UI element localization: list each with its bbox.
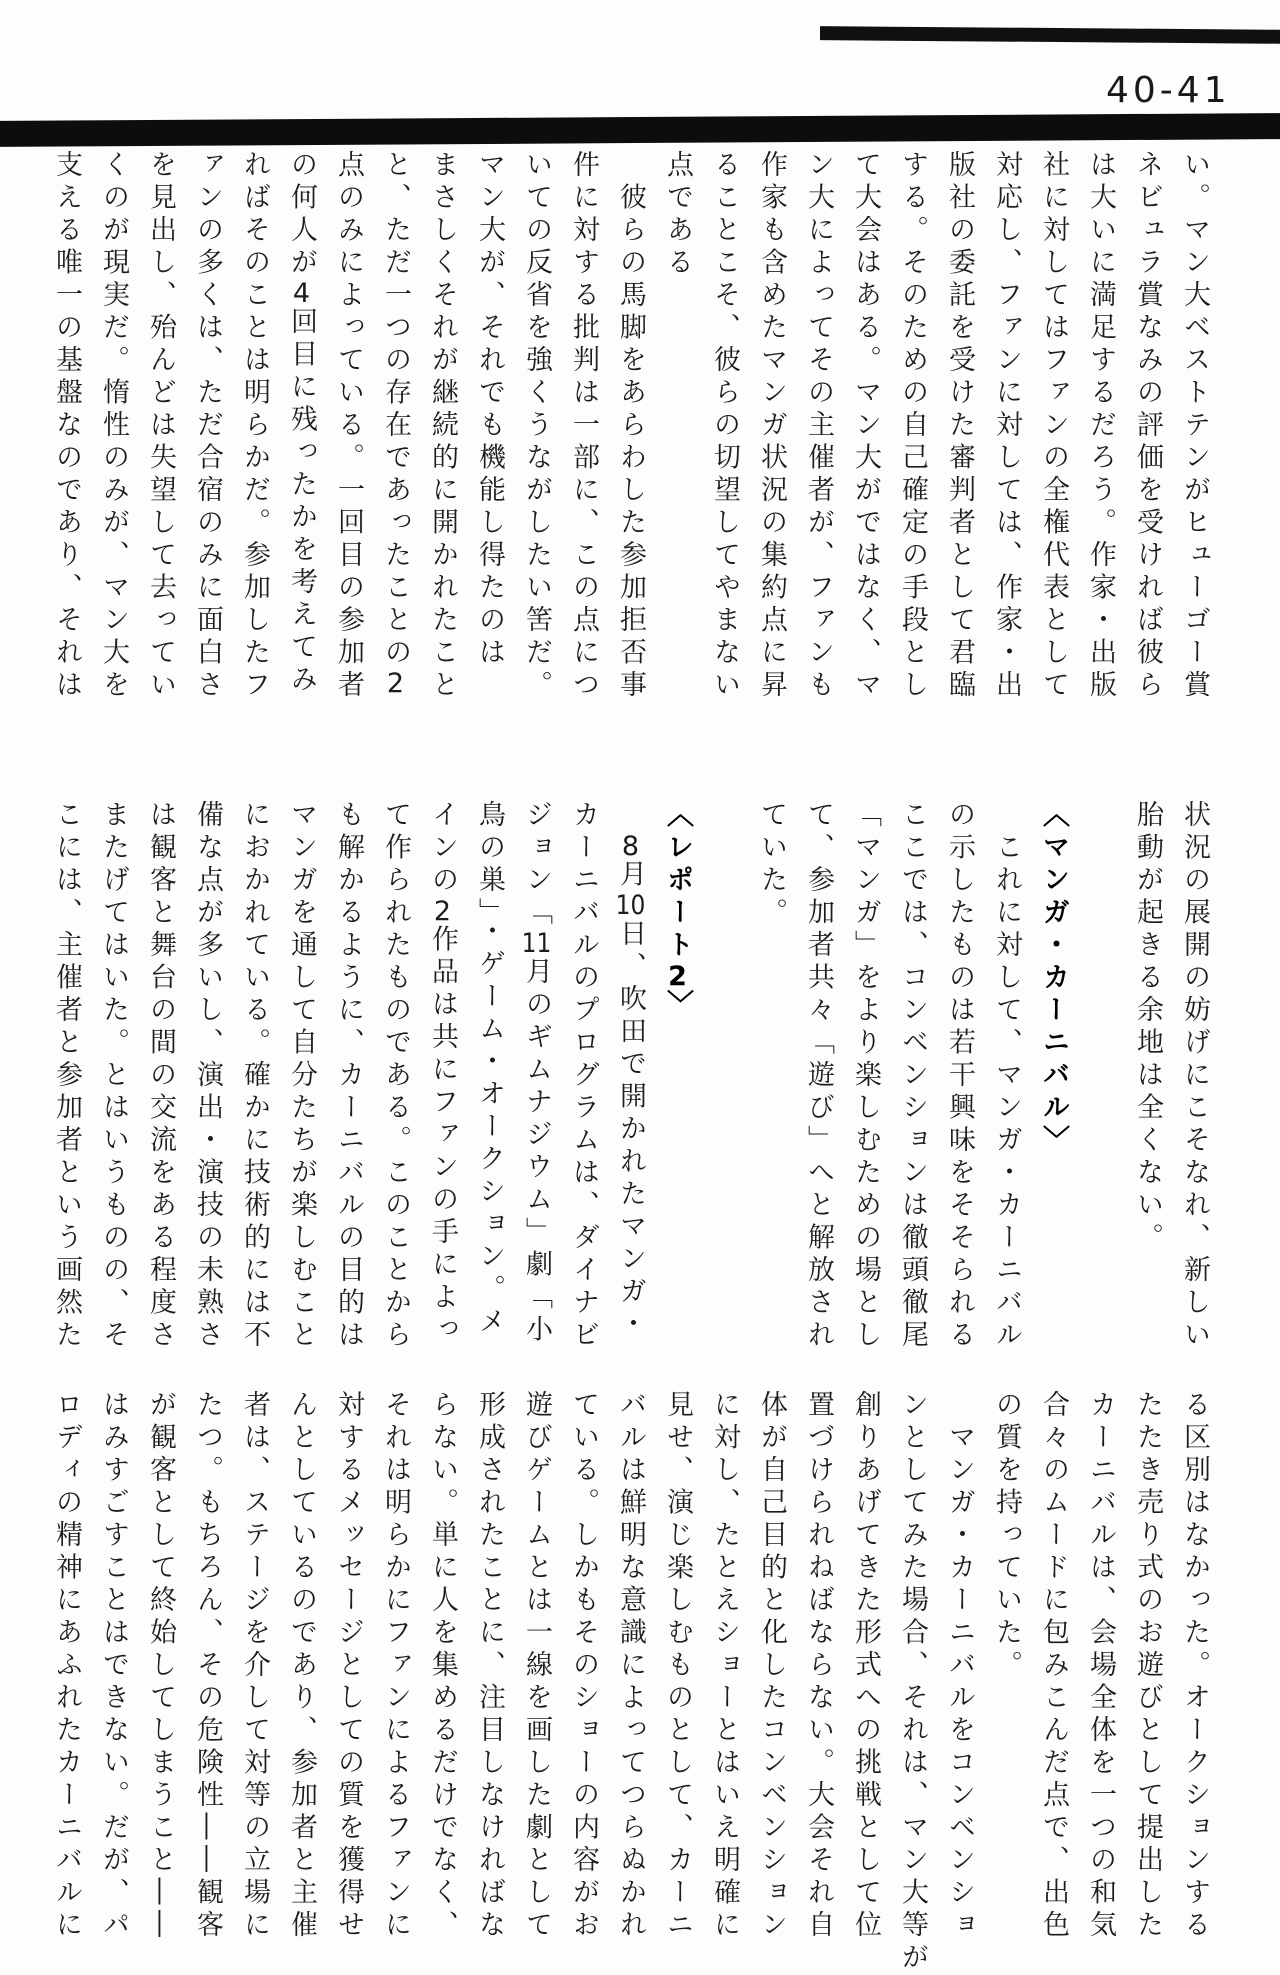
text-column: も解かるように、カーニバルの目的は xyxy=(333,800,364,1353)
text-column: またげてはいた。とはいうものの、そ xyxy=(98,800,129,1353)
text-column: はみすごすことはできない。だが、パ xyxy=(98,1390,129,1943)
text-column: ている。しかもそのショーの内容がお xyxy=(568,1390,599,1943)
text-column: ればそのことは明らかだ。参加したフ xyxy=(239,150,270,703)
text-band-bottom xyxy=(43,1390,1218,1975)
text-column: いての反省を強くうながしたい筈だ。 xyxy=(521,150,552,703)
text-column: カーニバルは、会場全体を一つの和気 xyxy=(1085,1390,1116,1943)
text-column: バルは鮮明な意識によってつらぬかれ xyxy=(615,1390,646,1943)
text-column: カーニバルのプログラムは、ダイナビ xyxy=(568,800,599,1353)
text-column: 版社の委託を受けた審判者として君臨 xyxy=(944,150,975,703)
text-column: て大会はある。マン大がではなく、マ xyxy=(850,150,881,703)
text-column: が観客として終始してしまうこと―― xyxy=(145,1390,176,1943)
text-column: 支える唯一の基盤なのであり、それは xyxy=(51,150,82,703)
text-column: と、ただ一つの存在であったことの2 xyxy=(380,150,411,697)
text-column: それは明らかにファンによるファンに xyxy=(380,1390,411,1943)
section-heading: 〈マンガ・カーニバル〉 xyxy=(1038,800,1069,1158)
text-column: は大いに満足するだろう。作家・出版 xyxy=(1085,150,1116,703)
text-column: 合々のムードに包みこんだ点で、出色 xyxy=(1038,1390,1069,1943)
text-column: 状況の展開の妨げにこそなれ、新しい xyxy=(1179,800,1210,1353)
text-column: ジョン「11月のギムナジウム」劇「小 xyxy=(521,800,552,1347)
text-column: んとしているのであり、参加者と主催 xyxy=(286,1390,317,1943)
text-column: 「マンガ」をより楽しむための場とし xyxy=(850,800,881,1353)
text-column: これに対して、マンガ・カーニバル xyxy=(991,800,1022,1353)
text-column: におかれている。確かに技術的には不 xyxy=(239,800,270,1353)
text-column: まさしくそれが継続的に開かれたこと xyxy=(427,150,458,703)
text-column: い。マン大ベストテンがヒューゴー賞 xyxy=(1179,150,1210,703)
text-column: 点である xyxy=(662,150,693,280)
text-band-middle xyxy=(43,800,1218,1400)
text-column: の示したものは若干興味をそそられる xyxy=(944,800,975,1353)
text-column: ることこそ、彼らの切望してやまない xyxy=(709,150,740,703)
text-column: 社に対してはファンの全権代表として xyxy=(1038,150,1069,703)
text-column: の何人が4回目に残ったかを考えてみ xyxy=(286,150,317,697)
text-column: て作られたものである。このことから xyxy=(380,800,411,1353)
text-column: 形成されたことに、注目しなければな xyxy=(474,1390,505,1943)
text-column: ンとしてみた場合、それは、マン大等が xyxy=(897,1390,928,1975)
text-column: 彼らの馬脚をあらわした参加拒否事 xyxy=(615,150,646,703)
text-column: 体が自己目的と化したコンベンション xyxy=(756,1390,787,1943)
text-column: に対し、たとえショーとはいえ明確に xyxy=(709,1390,740,1943)
text-column: マンガを通して自分たちが楽しむこと xyxy=(286,800,317,1353)
text-column: ここでは、コンベンションは徹頭徹尾 xyxy=(897,800,928,1353)
text-column: の質を持っていた。 xyxy=(991,1390,1022,1683)
text-column: らない。単に人を集めるだけでなく、 xyxy=(427,1390,458,1943)
text-column: 点のみによっている。一回目の参加者 xyxy=(333,150,364,703)
text-column: て、参加者共々「遊び」へと解放され xyxy=(803,800,834,1353)
text-column: は観客と舞台の間の交流をある程度さ xyxy=(145,800,176,1353)
text-column: 件に対する批判は一部に、この点につ xyxy=(568,150,599,703)
text-column: る区別はなかった。オークションする xyxy=(1179,1390,1210,1943)
text-column: ていた。 xyxy=(756,800,787,930)
text-column: くのが現実だ。惰性のみが、マン大を xyxy=(98,150,129,703)
text-column: ロディの精神にあふれたカーニバルに xyxy=(51,1390,82,1943)
text-column: マンガ・カーニバルをコンベンショ xyxy=(944,1390,975,1943)
text-column: 置づけられねばならない。大会それ自 xyxy=(803,1390,834,1943)
text-column: 見せ、演じ楽しむものとして、カーニ xyxy=(662,1390,693,1943)
text-column: 胎動が起きる余地は全くない。 xyxy=(1132,800,1163,1255)
text-column: 備な点が多いし、演出・演技の未熟さ xyxy=(192,800,223,1353)
text-column: を見出し、殆んどは失望して去ってい xyxy=(145,150,176,703)
text-column: 対応し、ファンに対しては、作家・出 xyxy=(991,150,1022,703)
text-column: マン大が、それでも機能し得たのは xyxy=(474,150,505,670)
text-column: こには、主催者と参加者という画然た xyxy=(51,800,82,1353)
text-column: 遊びゲームとは一線を画した劇として xyxy=(521,1390,552,1943)
text-column: ン大によってその主催者が、ファンも xyxy=(803,150,834,703)
page-number: 40-41 xyxy=(1106,70,1231,111)
text-column: 者は、ステージを介して対等の立場に xyxy=(239,1390,270,1943)
separator-bar xyxy=(0,113,1280,147)
section-heading: 〈レポート2〉 xyxy=(662,800,693,1022)
text-column: 対するメッセージとしての質を獲得せ xyxy=(333,1390,364,1943)
text-column: 鳥の巣」・ゲーム・オークション。メ xyxy=(474,800,505,1339)
text-column: 創りあげてきた形式への挑戦として位 xyxy=(850,1390,881,1943)
text-band-top xyxy=(43,150,1218,756)
text-column: インの2作品は共にファンの手によっ xyxy=(427,800,458,1347)
text-column: たたき売り式のお遊びとして提出した xyxy=(1132,1390,1163,1943)
text-column: ァンの多くは、ただ合宿のみに面白さ xyxy=(192,150,223,703)
scan-edge-line xyxy=(820,26,1280,44)
text-column: ネビュラ賞なみの評価を受ければ彼ら xyxy=(1132,150,1163,703)
text-column: 作家も含めたマンガ状況の集約点に昇 xyxy=(756,150,787,703)
text-column: 8月10日、吹田で開かれたマンガ・ xyxy=(615,832,646,1342)
text-column: する。そのための自己確定の手段とし xyxy=(897,150,928,703)
text-column: たつ。もちろん、その危険性――観客 xyxy=(192,1390,223,1943)
